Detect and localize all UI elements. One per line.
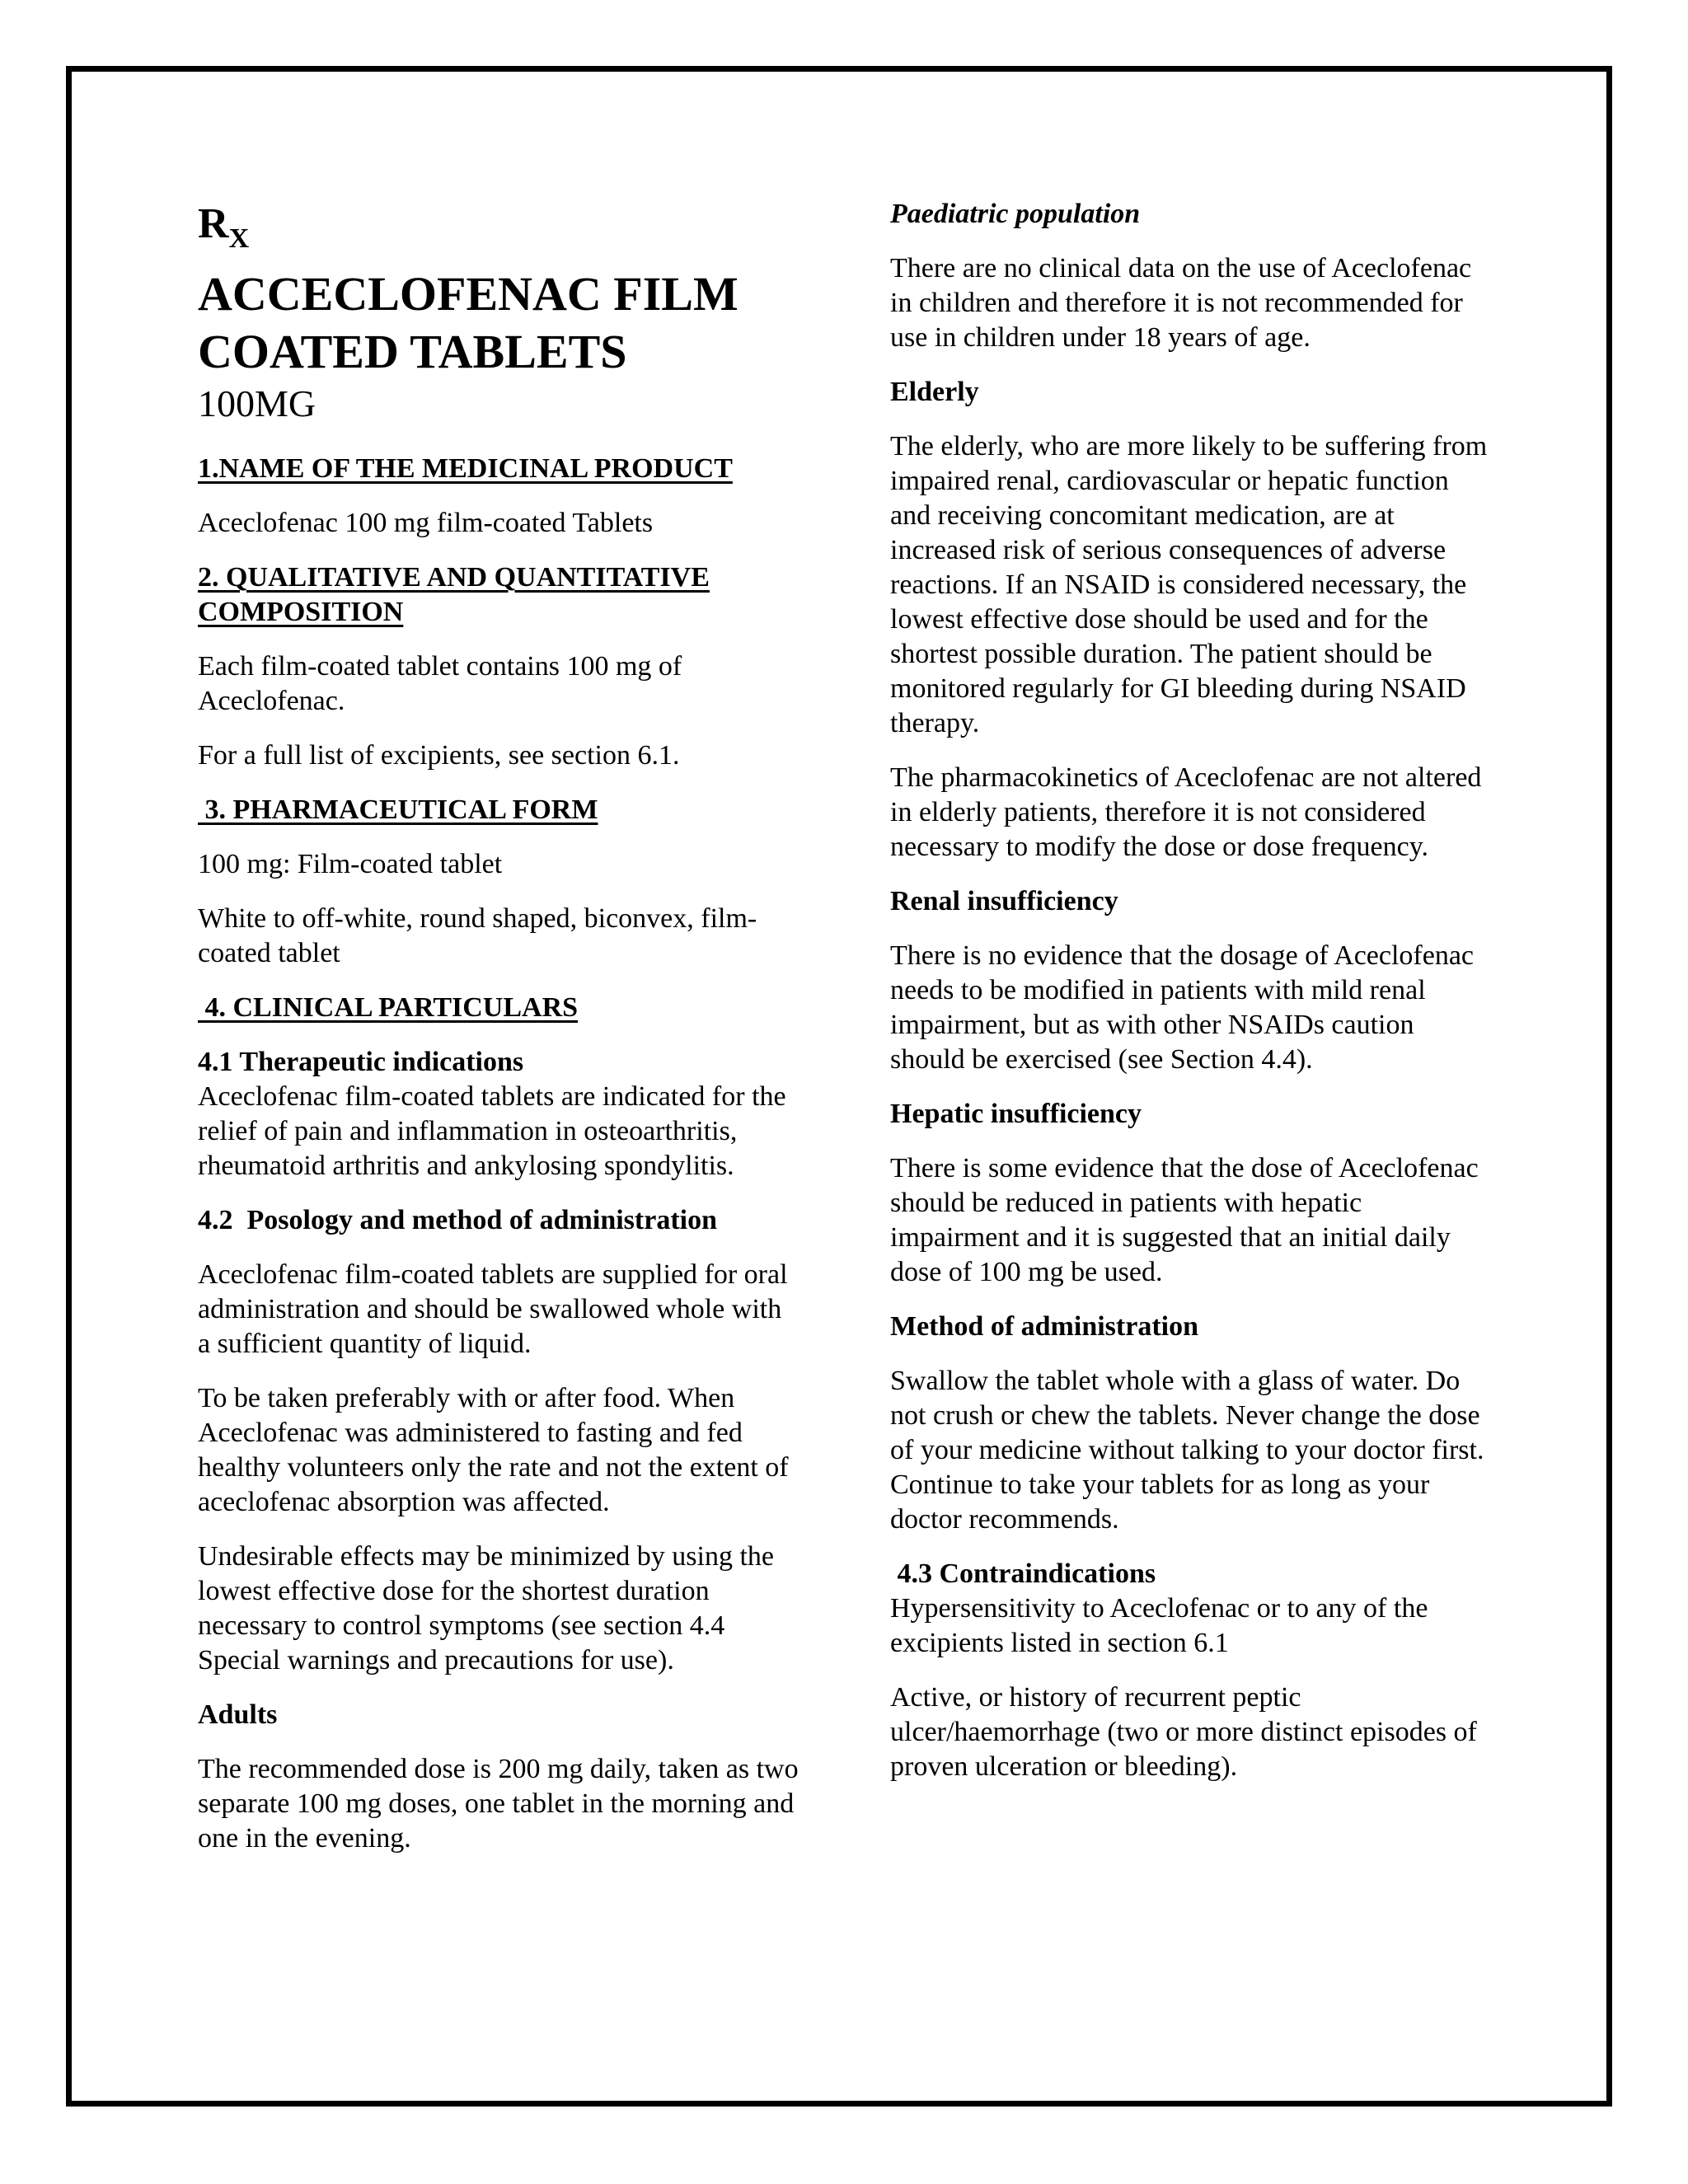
adults-heading: Adults bbox=[198, 1699, 278, 1730]
elderly-heading: Elderly bbox=[890, 377, 979, 407]
section-2-text-2: For a full list of excipients, see section 6.1. bbox=[198, 740, 680, 771]
elderly-text-1: The elderly, who are more likely to be suffering from impaired renal, cardiovascular or hepatic function and receiving concomitant medication, are at increased risk of serious consequences of adverse reactions. If an NSAID is considered necessary, the lowest effective dose should be used and for the shortest possible duration. The patient should be monitored regularly for GI bleeding during NSAID therapy. bbox=[890, 431, 1488, 738]
section-4-2-text-3: Undesirable effects may be minimized by using the lowest effective dose for the shortest duration necessary to control symptoms (see section 4.4 Special warnings and precautions for use). bbox=[198, 1541, 775, 1675]
paediatric-heading: Paediatric population bbox=[890, 199, 1141, 229]
section-4-3-text-2: Active, or history of recurrent peptic ulcer/haemorrhage (two or more distinct episodes of proven ulceration or bleeding). bbox=[890, 1682, 1477, 1782]
section-3-text-2: White to off-white, round shaped, biconvex, film-coated tablet bbox=[198, 903, 757, 968]
product-strength: 100MG bbox=[198, 382, 316, 424]
section-1-text: Aceclofenac 100 mg film-coated Tablets bbox=[198, 508, 654, 538]
renal-heading: Renal insufficiency bbox=[890, 886, 1118, 916]
section-2-text-1: Each film-coated tablet contains 100 mg of Aceclofenac. bbox=[198, 651, 682, 716]
left-column bbox=[198, 198, 799, 1876]
hepatic-text: There is some evidence that the dose of Aceclofenac should be reduced in patients with hepatic impairment and it is suggested that an initial daily dose of 100 mg be used. bbox=[890, 1153, 1479, 1287]
section-4-3-text-1: Hypersensitivity to Aceclofenac or to any of the excipients listed in section 6.1 bbox=[890, 1593, 1428, 1658]
elderly-text-2: The pharmacokinetics of Aceclofenac are not altered in elderly patients, therefore it is not considered necessary to modify the dose or dose frequency. bbox=[890, 762, 1482, 862]
product-title-line1: ACCECLOFENAC FILM bbox=[198, 267, 738, 321]
section-4-2-heading: 4.2 Posology and method of administration bbox=[198, 1205, 717, 1235]
section-4-2-text-1: Aceclofenac film-coated tablets are supplied for oral administration and should be swallowed whole with a sufficient quantity of liquid. bbox=[198, 1259, 788, 1359]
method-heading: Method of administration bbox=[890, 1311, 1198, 1342]
section-4-1-text: Aceclofenac film-coated tablets are indicated for the relief of pain and inflammation in osteoarthritis, rheumatoid arthritis and ankylosing spondylitis. bbox=[198, 1081, 786, 1181]
right-column bbox=[890, 197, 1492, 1804]
rx-subscript: X bbox=[228, 223, 250, 254]
section-4-2-text-2: To be taken preferably with or after food. When Aceclofenac was administered to fasting and fed healthy volunteers only the rate and not the extent of aceclofenac absorption was affected. bbox=[198, 1383, 789, 1517]
method-text: Swallow the tablet whole with a glass of water. Do not crush or chew the tablets. Never change the dose of your medicine without talking to your doctor first. Continue to take your tablets for as long as your doctor recommends. bbox=[890, 1366, 1484, 1535]
section-1-heading: 1.NAME OF THE MEDICINAL PRODUCT bbox=[198, 453, 733, 484]
product-title-line2: COATED TABLETS bbox=[198, 325, 627, 378]
rx-symbol bbox=[198, 198, 799, 255]
section-2-heading-line2: COMPOSITION bbox=[198, 597, 404, 627]
rx-letter: R bbox=[198, 200, 229, 247]
adults-text: The recommended dose is 200 mg daily, taken as two separate 100 mg doses, one tablet in the morning and one in the evening. bbox=[198, 1754, 799, 1854]
paediatric-text: There are no clinical data on the use of Aceclofenac in children and therefore it is not recommended for use in children under 18 years of age. bbox=[890, 253, 1472, 353]
section-3-text-1: 100 mg: Film-coated tablet bbox=[198, 849, 503, 879]
section-2-heading-line1: 2. QUALITATIVE AND QUANTITATIVE bbox=[198, 562, 710, 593]
section-4-3-heading: 4.3 Contraindications bbox=[890, 1558, 1156, 1589]
hepatic-heading: Hepatic insufficiency bbox=[890, 1099, 1142, 1129]
renal-text: There is no evidence that the dosage of Aceclofenac needs to be modified in patients with mild renal impairment, but as with other NSAIDs caution should be exercised (see Section 4.4). bbox=[890, 940, 1475, 1075]
section-3-heading: 3. PHARMACEUTICAL FORM bbox=[198, 794, 598, 825]
section-4-heading: 4. CLINICAL PARTICULARS bbox=[198, 992, 579, 1023]
section-4-1-heading: 4.1 Therapeutic indications bbox=[198, 1047, 524, 1077]
